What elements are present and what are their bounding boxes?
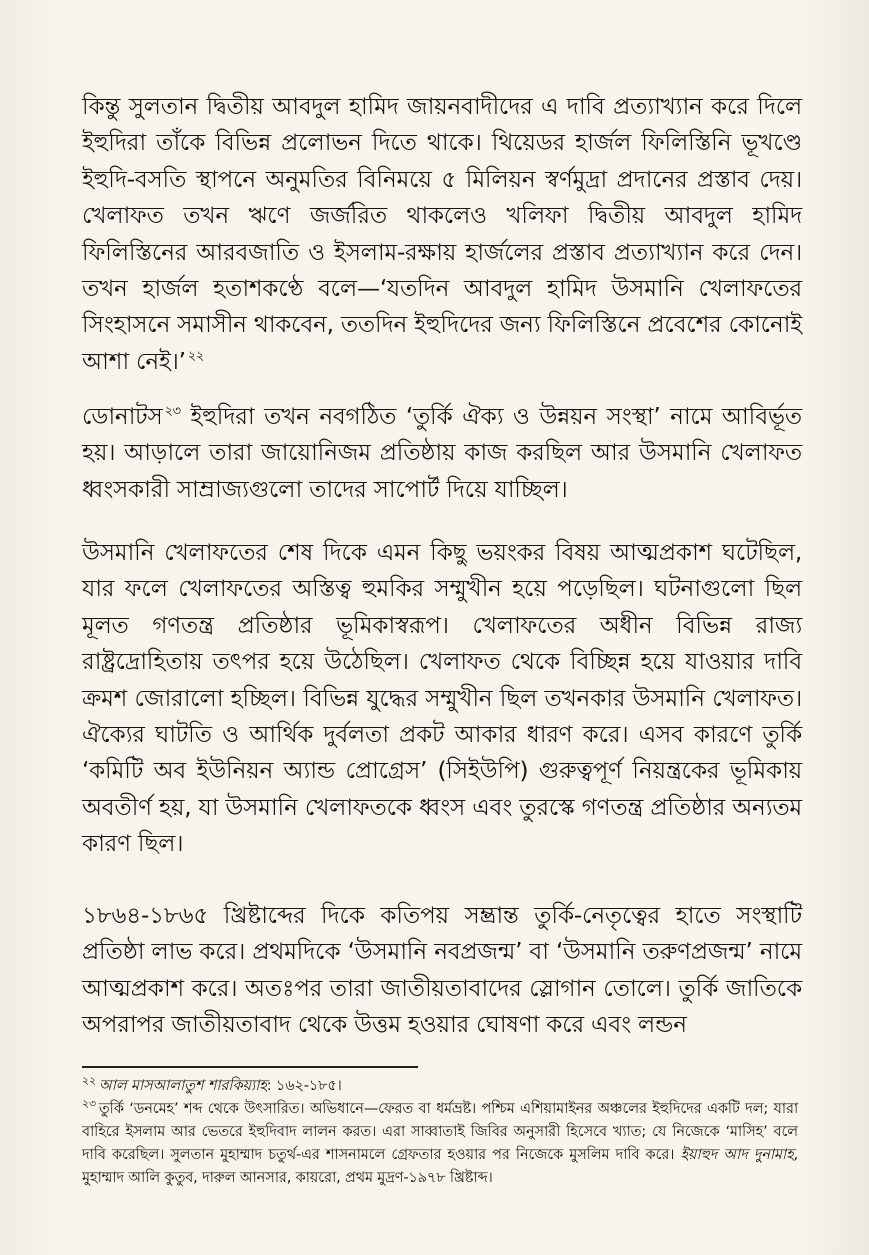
paragraph-2-text: ইহুদিরা তখন নবগঠিত ‘তুর্কি ঐক্য ও উন্নয়ন সংস্থা’ নামে আবির্ভূত হয়। আড়ালে তারা জায়োনিজম প্রতিষ্ঠায় কাজ করছিল আর উসমানি খেলাফত ধ্বংসকারী সাম্রাজ্যগুলো তাদের সাপোর্ট দিয়ে যাচ্ছিল। bbox=[82, 403, 802, 503]
footnote-23-source-title: ইয়াহুদ আদ দুনামাহ bbox=[680, 1146, 794, 1163]
footnote-23-source-rest: , মুহাম্মাদ আলি কুতুব, দারুল আনসার, কায়রো, প্রথম মুদ্রণ-১৯৭৮ খ্রিষ্টাব্দ। bbox=[82, 1146, 798, 1186]
paragraph-4-text: ১৮৬৪-১৮৬৫ খ্রিষ্টাব্দের দিকে কতিপয় সম্ভ্রান্ত তুর্কি-নেতৃত্বের হাতে সংস্থাটি প্রতিষ্ঠা লাভ করে। প্রথমদিকে ‘উসমানি নবপ্রজন্ম’ বা ‘উসমানি তরুণপ্রজন্ম’ নামে আত্মপ্রকাশ করে। অতঃপর তারা জাতীয়তাবাদের স্লোগান তোলে। তুর্কি জাতিকে অপরাপর জাতীয়তাবাদ থেকে উত্তম হওয়ার ঘোষণা করে এবং লন্ডন bbox=[82, 902, 802, 1039]
footnote-ref-22[interactable]: ২২ bbox=[187, 349, 205, 365]
paragraph-1 bbox=[82, 89, 802, 380]
footnote-divider bbox=[82, 1066, 418, 1068]
footnote-23-text: তুর্কি ‘ডনমেহ’ শব্দ থেকে উৎসারিত। অভিধানে—ফেরত বা ধর্মভ্রষ্ট। পশ্চিম এশিয়ামাইনর অঞ্চলের ইহুদিদের একটি দল; যারা বাহিরে ইসলাম আর ভেতরে ইহুদিবাদ লালন করত। এরা সাব্বাতাই জিবির অনুসারী হিসেবে খ্যাত; যে নিজেকে ‘মাসিহ’ বলে দাবি করেছিল। সুলতান মুহাম্মাদ চতুর্থ-এর শাসনামলে গ্রেফতার হওয়ার পর নিজেকে মুসলিম দাবি করে। bbox=[82, 1100, 798, 1163]
paragraph-2 bbox=[82, 399, 802, 508]
footnote-22 bbox=[82, 1074, 798, 1097]
footnote-ref-23[interactable]: ২৩ bbox=[164, 404, 181, 420]
footnote-22-number: ২২ bbox=[82, 1074, 96, 1088]
footnote-23-number: ২৩ bbox=[82, 1097, 96, 1111]
paragraph-1-text: কিন্তু সুলতান দ্বিতীয় আবদুল হামিদ জায়নবাদীদের এ দাবি প্রত্যাখ্যান করে দিলে ইহুদিরা তাঁকে বিভিন্ন প্রলোভন দিতে থাকে। থিয়েডর হার্জল ফিলিস্তিনি ভূখণ্ডে ইহুদি-বসতি স্থাপনে অনুমতির বিনিময়ে ৫ মিলিয়ন স্বর্ণমুদ্রা প্রদানের প্রস্তাব দেয়। খেলাফত তখন ঋণে জর্জরিত থাকলেও খলিফা দ্বিতীয় আবদুল হামিদ ফিলিস্তিনের আরবজাতি ও ইসলাম-রক্ষায় হার্জলের প্রস্তাব প্রত্যাখ্যান করে দেন। তখন হার্জল হতাশকণ্ঠে বলে—‘যতদিন আবদুল হামিদ উসমানি খেলাফতের সিংহাসনে সমাসীন থাকবেন, ততদিন ইহুদিদের জন্য ফিলিস্তিনে প্রবেশের কোনোই আশা নেই।’ bbox=[82, 93, 802, 375]
paragraph-4 bbox=[82, 898, 802, 1044]
footnote-23 bbox=[82, 1097, 798, 1189]
footnote-22-title: আল মাসআলাতুশ শারকিয়্যাহ bbox=[98, 1077, 267, 1094]
paragraph-2-lead: ডোনাটস bbox=[82, 403, 163, 430]
footnote-22-pages: : ১৬২-১৮৫। bbox=[266, 1077, 342, 1094]
paragraph-3-text: উসমানি খেলাফতের শেষ দিকে এমন কিছু ভয়ংকর বিষয় আত্মপ্রকাশ ঘটেছিল, যার ফলে খেলাফতের অস্তিত্ব হুমকির সম্মুখীন হয়ে পড়েছিল। ঘটনাগুলো ছিল মূলত গণতন্ত্র প্রতিষ্ঠার ভূমিকাস্বরূপ। খেলাফতের অধীন বিভিন্ন রাজ্য রাষ্ট্রদ্রোহিতায় তৎপর হয়ে উঠেছিল। খেলাফত থেকে বিচ্ছিন্ন হয়ে যাওয়ার দাবি ক্রমশ জোরালো হচ্ছিল। বিভিন্ন যুদ্ধের সম্মুখীন ছিল তখনকার উসমানি খেলাফত। ঐক্যের ঘাটতি ও আর্থিক দুর্বলতা প্রকট আকার ধারণ করে। এসব কারণে তুর্কি ‘কমিটি অব ইউনিয়ন অ্যান্ড প্রোগ্রেস’ (সিইউপি) গুরুত্বপূর্ণ নিয়ন্ত্রকের ভূমিকায় অবতীর্ণ হয়, যা উসমানি খেলাফতকে ধ্বংস এবং তুরস্কে গণতন্ত্র প্রতিষ্ঠার অন্যতম কারণ ছিল। bbox=[82, 539, 802, 858]
paragraph-3 bbox=[82, 535, 802, 863]
footnotes bbox=[82, 1074, 798, 1189]
